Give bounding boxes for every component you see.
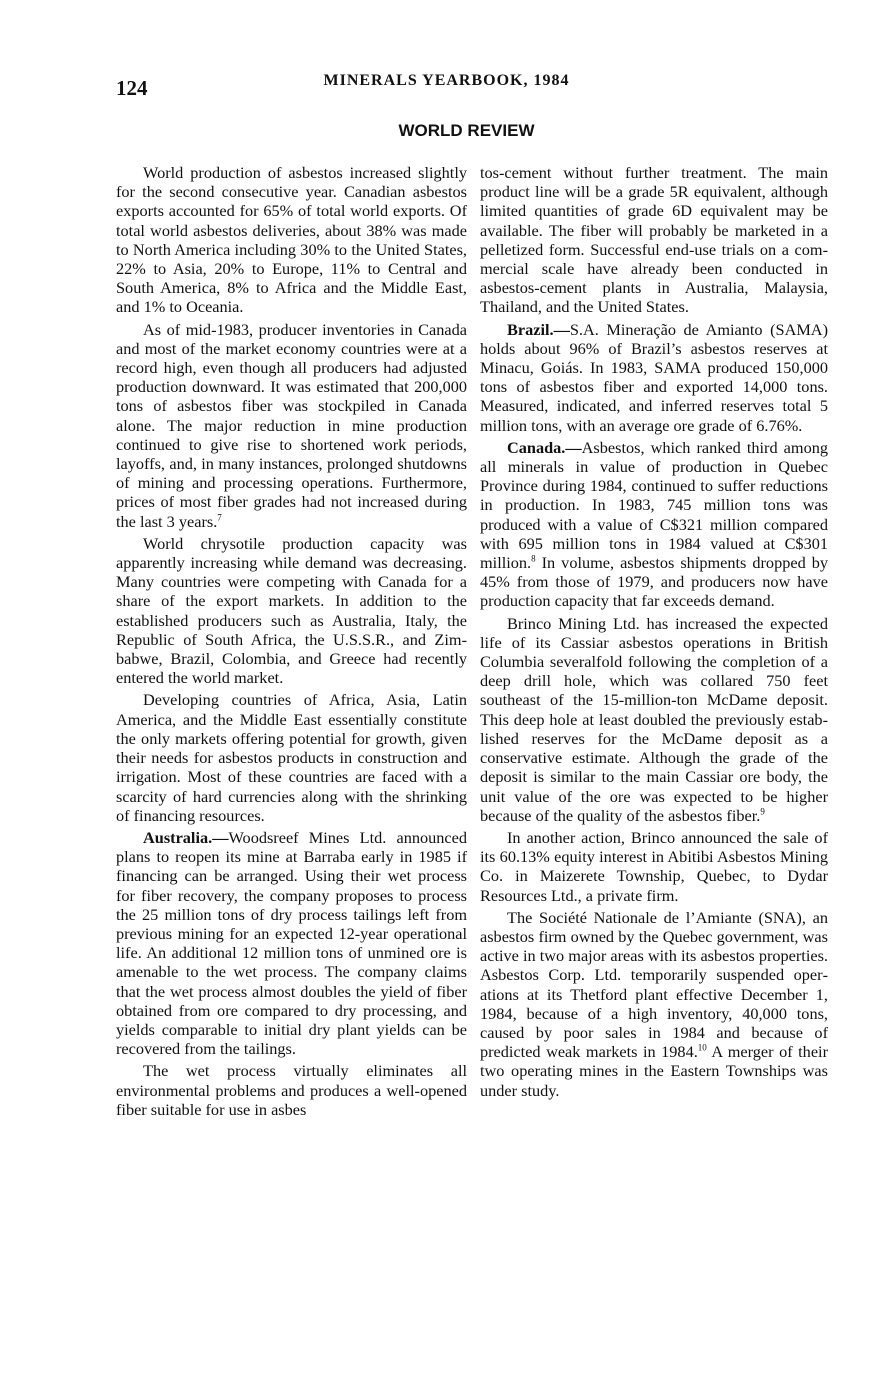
left-column xyxy=(116,163,467,1122)
paragraph: In another action, Brinco announced the sale of its 60.13% equity interest in Abitibi Asbestos Mining Co. in Maizerete Township, Quebec, to Dydar Resources Ltd., a private firm. xyxy=(480,827,828,905)
footnote-ref: 8 xyxy=(531,553,536,564)
paragraph: Developing countries of Africa, Asia, Latin America, and the Middle East essentially constitute the only markets offering potential for growth, given their needs for asbestos products in construction and irrigation. Most of these countries are faced with a scarcity of hard currencies along with the shrinking of financing resources. xyxy=(116,690,467,825)
footnote-ref: 7 xyxy=(217,512,222,523)
page-number: 124 xyxy=(116,76,148,100)
footnote-ref: 9 xyxy=(760,806,765,817)
paragraph: The wet process virtually eliminates all environmental problems and produces a well-opened fiber suitable for use in asbes xyxy=(116,1061,467,1119)
paragraph: World chrysotile production capacity was apparently increasing while demand was decreasing. Many countries were competing with Canada for a share of the export markets. In addition to the established producers such as Australia, Italy, the Republic of South Africa, the U.S.S.R., and Zimbabwe, Brazil, Colombia, and Greece had recently entered the world market. xyxy=(116,533,467,688)
paragraph-australia: Australia.—Woodsreef Mines Ltd. announced plans to reopen its mine at Barraba early in 1985 if financing can be arranged. Using their wet process for fiber recovery, the company proposes to process the 25 million tons of dry process tailings left from previous mining for an expected 12-year operational life. An additional 12 million tons of unmined ore is amenable to the wet process. The company claims that the wet process almost doubles the yield of fiber obtained from ore compared to dry processing, and yields comparable to initial dry plant yields can be recovered from the tailings. xyxy=(116,827,467,1059)
running-head: MINERALS YEARBOOK, 1984 xyxy=(323,72,570,89)
paragraph: World production of asbestos increased slightly for the second consecutive year. Canadian asbestos exports accounted for 65% of total world exports. Of total world asbestos deliveries, about 38% was made to North America including 30% to the United States, 22% to Asia, 20% to Europe, 11% to Central and South America, 8% to Africa and the Middle East, and 1% to Oceania. xyxy=(116,163,467,317)
paragraph-lead: Brazil.— xyxy=(507,319,570,339)
paragraph-canada: Canada.—Asbestos, which ranked third among all minerals in value of production in Quebec Province during 1984, continued to suffer reductions in production. In 1983, 745 million tons was produced with a value of C$321 million compared with 695 million tons in 1984 valued at C$301 million.$^8$ In volume, asbestos shipments dropped by 45% from those of 1979, and producers now have production capacity that far exceeds demand. xyxy=(480,437,828,611)
right-column xyxy=(480,163,828,1103)
paragraph: As of mid-1983, producer inventories in Canada and most of the market economy countries were at a record high, even though all producers had adjusted production downward. It was estimated that 200,000 tons of asbestos fiber was stockpiled in Canada alone. The major reduction in mine production continued to give rise to shortened work periods, layoffs, and, in many instances, prolonged shutdowns of mining and processing operations. Furthermore, prices of most fiber grades had not increased during the last 3 years.$^7$ xyxy=(116,319,467,531)
paragraph-lead: Australia.— xyxy=(143,827,229,847)
paragraph: Brinco Mining Ltd. has increased the expected life of its Cassiar asbestos operations in British Columbia severalfold following the completion of a deep drill hole, which was collared 750 feet southeast of the 15-million-ton McDame deposit. This deep hole at least doubled the previously established reserves for the McDame deposit as a conservative estimate. Although the grade of the deposit is similar to the main Cassiar ore body, the unit value of the ore was expected to be higher because of the quality of the asbestos fiber.$^9$ xyxy=(480,613,828,825)
paragraph-lead: Canada.— xyxy=(507,437,582,457)
paragraph: tos-cement without further treatment. The main product line will be a grade 5R equivalent, although limited quantities of grade 6D equivalent may be available. The fiber will probably be marketed in a pelletized form. Successful end-use trials on a commercial scale have already been conducted in asbestos-cement plants in Australia, Malaysia, Thailand, and the United States. xyxy=(480,163,828,317)
paragraph: The Société Nationale de l’Amiante (SNA), an asbestos firm owned by the Quebec government, was active in two major areas with its asbestos properties. Asbestos Corp. Ltd. temporarily suspended operations at its Thetford plant effective December 1, 1984, because of a high inventory, 40,000 tons, caused by poor sales in 1984 and because of predicted weak markets in 1984.10 A merger of their two operating mines in the Eastern Townships was under study. xyxy=(480,907,828,1100)
section-title: WORLD REVIEW xyxy=(398,121,535,140)
paragraph-brazil: Brazil.—S.A. Mineração de Amianto (SAMA) holds about 96% of Brazil’s asbestos reserves at Minacu, Goiás. In 1983, SAMA produced 150,000 tons of asbestos fiber and exported 14,000 tons. Measured, indicated, and inferred reserves total 5 million tons, with an average ore grade of 6.76%. xyxy=(480,319,828,435)
footnote-ref: 10 xyxy=(697,1042,707,1053)
